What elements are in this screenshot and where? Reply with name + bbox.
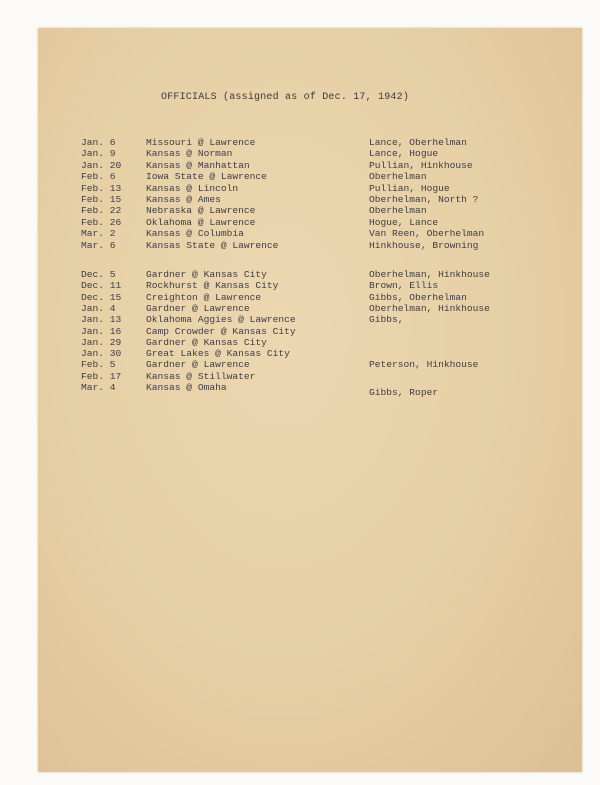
game-officials: Gibbs, Roper	[369, 387, 439, 398]
game-officials: Peterson, Hinkhouse	[369, 359, 479, 371]
game-matchup: Kansas @ Lincoln	[146, 182, 239, 194]
game-date: Jan. 30	[81, 348, 122, 360]
game-date: Dec. 15	[81, 291, 122, 303]
game-date: Feb. 26	[81, 216, 122, 228]
game-matchup: Nebraska @ Lawrence	[146, 205, 256, 217]
game-officials: Pullian, Hinkhouse	[369, 159, 473, 171]
schedule-row	[0, 382, 600, 398]
game-matchup: Kansas @ Stillwater	[146, 370, 256, 382]
game-officials: Lance, Oberhelman	[369, 137, 467, 148]
game-date: Feb. 17	[81, 370, 122, 382]
schedule-row	[0, 217, 600, 228]
game-matchup: Kansas @ Ames	[146, 194, 221, 205]
game-matchup: Kansas @ Omaha	[146, 382, 227, 393]
game-date: Jan. 6	[81, 137, 116, 148]
game-date: Jan. 16	[81, 325, 122, 337]
game-date: Jan. 13	[81, 314, 122, 326]
schedule-row	[0, 269, 600, 280]
game-matchup: Kansas @ Manhattan	[146, 159, 250, 171]
game-matchup: Missouri @ Lawrence	[146, 137, 256, 148]
schedule-row	[0, 171, 600, 182]
game-matchup: Gardner @ Lawrence	[146, 359, 250, 371]
game-officials: Oberhelman, North ?	[369, 194, 479, 205]
game-date: Feb. 13	[81, 182, 122, 194]
game-date: Dec. 5	[81, 269, 116, 280]
game-officials: Gibbs,	[369, 314, 404, 326]
schedule-row	[0, 280, 600, 291]
schedule-row	[0, 359, 600, 370]
game-date: Mar. 2	[81, 228, 116, 240]
game-officials: Oberhelman, Hinkhouse	[369, 269, 490, 280]
schedule-row	[0, 337, 600, 348]
schedule-row	[0, 148, 600, 159]
schedule-row	[0, 371, 600, 382]
game-matchup: Camp Crowder @ Kansas City	[146, 325, 296, 337]
game-matchup: Oklahoma Aggies @ Lawrence	[146, 314, 296, 326]
game-matchup: Gardner @ Kansas City	[146, 269, 267, 280]
game-date: Feb. 6	[81, 171, 116, 183]
game-date: Feb. 5	[81, 359, 116, 371]
game-matchup: Great Lakes @ Kansas City	[146, 348, 290, 360]
game-date: Mar. 4	[81, 382, 116, 393]
schedule-row	[0, 160, 600, 171]
schedule-row	[0, 292, 600, 303]
schedule-row	[0, 205, 600, 216]
game-officials: Brown, Ellis	[369, 280, 439, 292]
schedule-row	[0, 303, 600, 314]
game-officials: Pullian, Hogue	[369, 182, 450, 194]
game-matchup: Gardner @ Lawrence	[146, 302, 250, 314]
document-title: OFFICIALS (assigned as of Dec. 17, 1942)	[161, 92, 410, 103]
game-date: Mar. 6	[81, 239, 116, 251]
schedule-row	[0, 348, 600, 359]
game-date: Feb. 22	[81, 205, 122, 217]
game-matchup: Rockhurst @ Kansas City	[146, 280, 279, 292]
game-officials: Lance, Hogue	[369, 148, 439, 160]
game-date: Jan. 4	[81, 302, 116, 314]
game-matchup: Creighton @ Lawrence	[146, 291, 262, 303]
game-officials: Hogue, Lance	[369, 216, 439, 228]
game-officials: Gibbs, Oberhelman	[369, 291, 467, 303]
schedule-row	[0, 137, 600, 148]
game-matchup: Iowa State @ Lawrence	[146, 171, 267, 183]
schedule-row	[0, 183, 600, 194]
schedule-row	[0, 228, 600, 239]
game-officials: Oberhelman, Hinkhouse	[369, 302, 490, 314]
schedule-row	[0, 240, 600, 251]
game-matchup: Kansas State @ Lawrence	[146, 239, 279, 251]
game-matchup: Kansas @ Columbia	[146, 228, 244, 240]
game-officials: Oberhelman	[369, 171, 427, 183]
game-date: Dec. 11	[81, 280, 122, 292]
game-matchup: Oklahoma @ Lawrence	[146, 216, 256, 228]
game-date: Feb. 15	[81, 194, 122, 205]
game-date: Jan. 9	[81, 148, 116, 160]
schedule-row	[0, 314, 600, 325]
game-date: Jan. 20	[81, 159, 122, 171]
game-officials: Van Reen, Oberhelman	[369, 228, 485, 240]
game-matchup: Gardner @ Kansas City	[146, 336, 267, 348]
game-date: Jan. 29	[81, 336, 122, 348]
schedule-row	[0, 194, 600, 205]
game-officials: Oberhelman	[369, 205, 427, 217]
schedule-row	[0, 326, 600, 337]
game-officials: Hinkhouse, Browning	[369, 239, 479, 251]
game-matchup: Kansas @ Norman	[146, 148, 233, 160]
